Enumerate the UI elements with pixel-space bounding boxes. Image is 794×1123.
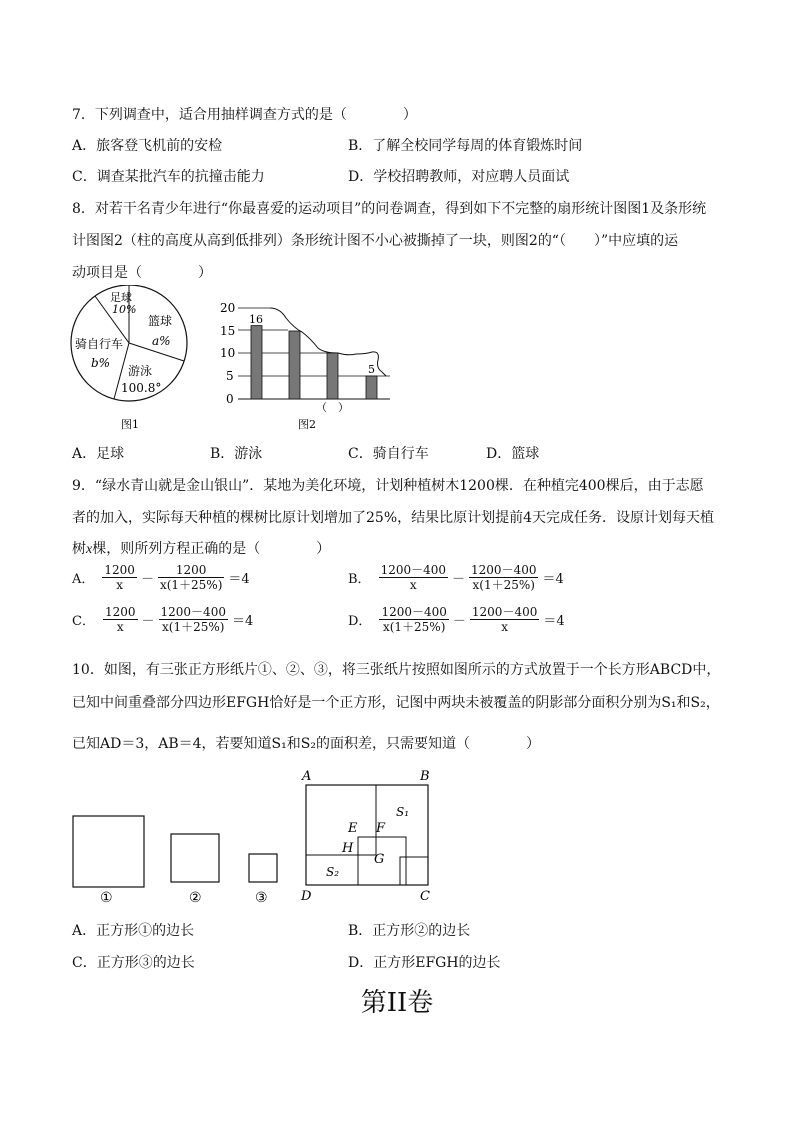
bar-4 — [366, 376, 377, 399]
q8-stem-line1: 8．对若干名青少年进行“你最喜爱的运动项目”的问卷调查，得到如下不完整的扇形统计图图1及条形统 — [72, 201, 707, 217]
pie-label-football: 足球 — [110, 291, 132, 304]
q10-option-a[interactable]: A．正方形①的边长 — [72, 923, 195, 939]
q8-option-c[interactable]: C．骑自行车 — [348, 446, 429, 462]
point-c: C — [420, 889, 430, 904]
bar-ytick-15: 15 — [220, 324, 236, 338]
square-3-label: ③ — [255, 890, 268, 906]
q9-option-b[interactable] — [348, 563, 564, 592]
bar-ytick-20: 20 — [220, 301, 236, 315]
q9-stem-prefix: 树 — [72, 541, 86, 557]
rectangle-abcd — [306, 785, 428, 885]
pie-label-swim: 游泳 — [128, 364, 153, 378]
equals-rhs: ＝4 — [542, 572, 564, 587]
q9-stem-line2: 者的加入，实际每天种植的棵树比原计划增加了25%，结果比原计划提前4天完成任务．设原计划每天植 — [72, 510, 715, 526]
q7-option-c[interactable]: C．调查某批汽车的抗撞击能力 — [72, 169, 265, 185]
three-squares-figure — [70, 810, 285, 906]
pie-label-swim-deg: 100.8° — [121, 381, 162, 395]
square-3 — [249, 854, 277, 882]
q10-option-d[interactable]: D．正方形EFGH的边长 — [348, 955, 501, 971]
q8-stem-line2: 计图图2（柱的高度从高到低排列）条形统计图不小心被撕掉了一块，则图2的“（ ）”中应填的运 — [72, 233, 679, 249]
pie-chart-figure1 — [66, 285, 196, 435]
section-title: 第II卷 — [360, 988, 434, 1018]
minus-sign: － — [141, 614, 155, 629]
q8-stem-line3: 动项目是（ ） — [72, 265, 212, 281]
fraction: $\frac{1200-400}{x}$ — [380, 563, 447, 592]
point-d: D — [301, 889, 312, 904]
q10-option-b[interactable]: B．正方形②的边长 — [348, 923, 471, 939]
q8-option-b[interactable]: B．游泳 — [210, 446, 263, 462]
bar-label-16: 16 — [249, 313, 263, 326]
minus-sign: － — [140, 572, 154, 587]
q9-option-a[interactable] — [72, 563, 250, 592]
pie-label-basketball-pct: a% — [152, 334, 171, 348]
equals-rhs: ＝4 — [228, 572, 250, 587]
label-s2: S₂ — [326, 865, 340, 879]
bar-3 — [327, 353, 338, 399]
fraction: $\frac{1200-400}{x(1+25\%)}$ — [471, 563, 537, 592]
q9-option-c-label: C． — [72, 614, 95, 629]
q9-option-b-label: B． — [348, 572, 371, 587]
point-g: G — [374, 852, 385, 867]
point-a: A — [302, 769, 312, 784]
equals-rhs: ＝4 — [231, 614, 254, 629]
point-h: H — [342, 841, 354, 856]
q7-stem: 7．下列调查中，适合用抽样调查方式的是（ ） — [72, 107, 417, 123]
point-b: B — [420, 769, 430, 784]
rectangle-abcd-figure — [296, 765, 441, 905]
q8-option-a[interactable]: A．足球 — [72, 446, 125, 462]
q9-variable-x: x — [86, 542, 93, 557]
square-1-label: ① — [100, 890, 113, 906]
equals-rhs: ＝4 — [543, 614, 565, 629]
bar-ytick-10: 10 — [220, 346, 236, 360]
q10-stem-line1: 10．如图，有三张正方形纸片①、②、③，将三张纸片按照如图所示的方式放置于一个长方形ABCD中， — [72, 662, 721, 678]
pie-label-cycling-pct: b% — [91, 356, 111, 370]
square-2 — [171, 834, 219, 882]
bar-chart-figure2 — [214, 298, 404, 436]
q7-option-a[interactable]: A．旅客登飞机前的安检 — [72, 138, 223, 154]
figure2-caption: 图2 — [298, 418, 316, 431]
point-f: F — [376, 821, 386, 836]
point-e: E — [348, 821, 358, 836]
fraction: $\frac{1200-400}{x(1+25\%)}$ — [160, 605, 226, 634]
q9-stem-line3 — [72, 538, 330, 558]
pie-label-basketball: 篮球 — [148, 314, 173, 328]
square-2-label: ② — [189, 890, 202, 906]
figure1-caption: 图1 — [121, 418, 139, 431]
fraction: $\frac{1200}{x}$ — [104, 563, 135, 592]
pie-label-football-pct: 10% — [112, 303, 137, 316]
fraction: $\frac{1200-400}{x}$ — [471, 605, 538, 634]
q9-stem-suffix: 棵，则所列方程正确的是（ ） — [92, 541, 331, 557]
q10-stem-line2: 已知中间重叠部分四边形EFGH恰好是一个正方形，记图中两块未被覆盖的阴影部分面积分别为S₁和S₂， — [72, 695, 720, 711]
q7-option-d[interactable]: D．学校招聘教师，对应聘人员面试 — [348, 169, 570, 185]
bar-label-5: 5 — [368, 363, 375, 376]
bar-ytick-5: 5 — [226, 369, 234, 383]
bar-ytick-0: 0 — [226, 392, 234, 406]
bar-1 — [251, 326, 262, 399]
q10-option-c[interactable]: C．正方形③的边长 — [72, 955, 195, 971]
q7-option-b[interactable]: B．了解全校同学每周的体育锻炼时间 — [348, 138, 583, 154]
square-1 — [73, 816, 144, 887]
fraction: $\frac{1200}{x(1+25\%)}$ — [159, 563, 223, 592]
bar-blank-label: （ ） — [316, 401, 349, 414]
fraction: $\frac{1200}{x}$ — [104, 605, 136, 634]
bar-2 — [289, 331, 300, 399]
q9-option-d[interactable] — [348, 605, 565, 634]
minus-sign: － — [452, 614, 466, 629]
fraction: $\frac{1200-400}{x(1+25\%)}$ — [381, 605, 447, 634]
q10-stem-line3: 已知AD＝3，AB＝4，若要知道S₁和S₂的面积差，只需要知道（ ） — [72, 736, 540, 752]
q9-option-a-label: A． — [72, 572, 95, 587]
pie-label-cycling: 骑自行车 — [75, 337, 124, 351]
q9-stem-line1: 9．“绿水青山就是金山银山”．某地为美化环境，计划种植树木1200棵．在种植完400棵后，由于志愿 — [72, 478, 704, 494]
label-s1: S₁ — [396, 805, 410, 819]
q8-option-d[interactable]: D．篮球 — [486, 446, 540, 462]
q9-option-d-label: D． — [348, 614, 372, 629]
q9-option-c[interactable] — [72, 605, 253, 634]
minus-sign: － — [452, 572, 466, 587]
